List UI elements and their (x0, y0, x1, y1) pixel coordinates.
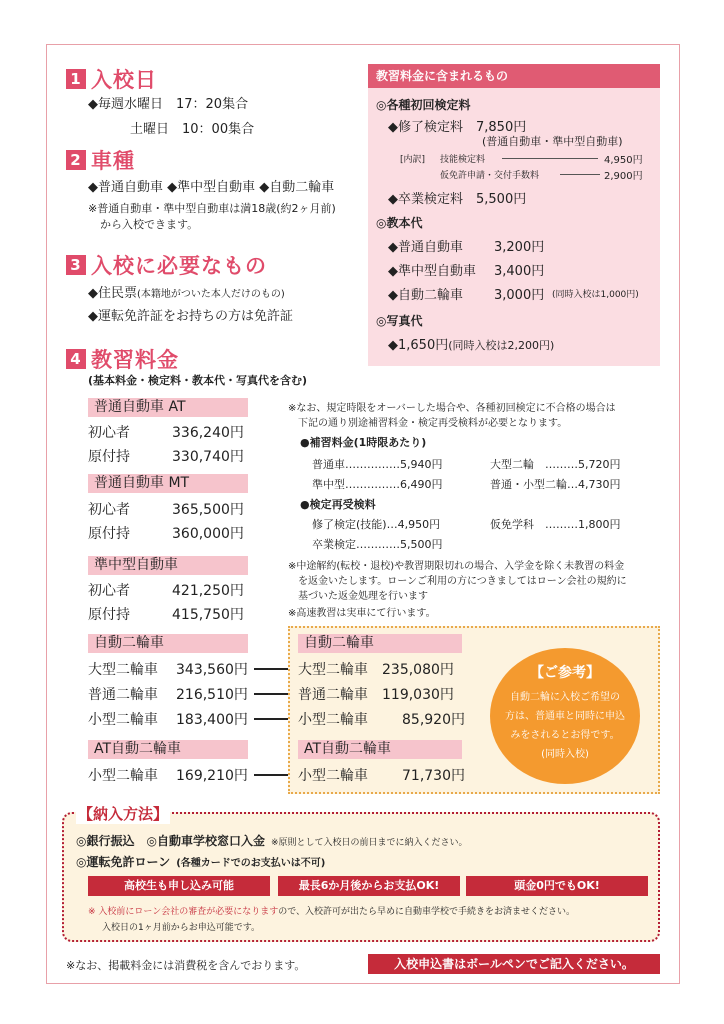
section-2-title (66, 145, 135, 175)
loan-feature-1: 高校生も申し込み可能 (88, 876, 270, 896)
reference-circle (490, 648, 640, 784)
price-label: 普通二輪車 (298, 687, 368, 703)
price-row (88, 422, 244, 442)
section-3-title (66, 250, 267, 280)
price-row (88, 709, 248, 729)
note-line: ※高速教習は実車にて行います。 (288, 608, 436, 619)
reference-line: 方は、普通車と同時に申込 (505, 711, 625, 722)
price-value: 119,030円 (382, 687, 454, 703)
price-label: 大型二輪車 (298, 662, 368, 678)
age-note-2: から入校できます。 (100, 218, 199, 231)
price-value: 85,920円 (402, 712, 465, 728)
price-value: 365,500円 (172, 502, 244, 518)
loan-note: (各種カードでのお支払いは不可) (176, 858, 326, 869)
price-value: 343,560円 (176, 662, 248, 678)
breakdown-label: [内訳] (400, 155, 426, 165)
textbook-3-label: ◆自動二輪車 (388, 288, 463, 303)
reference-line: 自動二輪に入校ご希望の (510, 692, 620, 703)
loan-feature-3: 頭金0円でもOK! (466, 876, 648, 896)
price-label: 原付持 (88, 526, 130, 542)
arrow-right-icon (254, 774, 290, 776)
hosyu-item: 普通車……………5,940円 (312, 458, 443, 471)
saiju-item: 卒業検定…………5,500円 (312, 538, 443, 551)
price-value: 169,210円 (176, 768, 248, 784)
payment-methods: ◎銀行振込 ◎自動車学校窓口入金 (76, 834, 265, 848)
fee-group-photo: ◎写真代 (376, 314, 423, 328)
tax-note: ※なお、掲載料金には消費税を含んでおります。 (66, 959, 306, 972)
age-note-1: ※普通自動車・準中型自動車は満18歳(約2ヶ月前) (88, 202, 336, 215)
price-mt-title: 普通自動車 MT (88, 474, 248, 493)
section-1-title (66, 64, 157, 94)
price-value: 421,250円 (172, 583, 244, 599)
item-note: (本籍地がついた本人だけのもの) (137, 289, 285, 300)
section-number: 3 (66, 255, 86, 275)
price-row (298, 709, 465, 729)
price-moto-title: 自動二輪車 (88, 634, 248, 653)
required-item-1 (88, 282, 285, 301)
schedule-saturday: 土曜日 10：00集合 (130, 122, 255, 137)
schedule-weekday: ◆毎週水曜日 17：20集合 (88, 97, 249, 112)
price-label: 普通二輪車 (88, 687, 158, 703)
section-heading: 車種 (91, 149, 135, 173)
payment-note: ※原則として入校日の前日までに納入ください。 (270, 838, 468, 848)
discount-moto-title: 自動二輪車 (298, 634, 462, 653)
fee-subtitle: (基本料金・検定料・教本代・写真代を含む) (88, 374, 308, 387)
price-label: 原付持 (88, 449, 130, 465)
reference-line: みをされるとお得です。 (510, 730, 620, 741)
price-row (88, 604, 244, 624)
price-value: 360,000円 (172, 526, 244, 542)
payment-line-1 (76, 832, 468, 849)
fee-graduation-exam: ◆卒業検定料 5,500円 (388, 192, 527, 207)
hosyu-item: 普通・小型二輪…4,730円 (490, 478, 621, 491)
price-row (298, 765, 465, 785)
hosyu-title: ●補習料金(1時限あたり) (300, 436, 427, 449)
pen-notice: 入校申込書はボールペンでご記入ください。 (368, 954, 660, 974)
textbook-1-value: 3,200円 (494, 240, 545, 255)
arrow-right-icon (254, 718, 290, 720)
section-heading: 教習料金 (91, 348, 179, 372)
vehicle-types: ◆普通自動車 ◆準中型自動車 ◆自動二輪車 (88, 180, 335, 195)
price-value: 336,240円 (172, 425, 244, 441)
textbook-2-label: ◆準中型自動車 (388, 264, 476, 279)
breakdown-1-label: 技能検定料 (440, 155, 486, 165)
photo-fee-value: ◆1,650円 (388, 338, 449, 353)
price-label: 小型二輪車 (298, 768, 368, 784)
price-label: 初心者 (88, 425, 130, 441)
textbook-2-value: 3,400円 (494, 264, 545, 279)
price-value: 216,510円 (176, 687, 248, 703)
loan-label: ◎運転免許ローン (76, 855, 171, 869)
fee-group-exams: ◎各種初回検定料 (376, 98, 471, 112)
note-line: ※なお、規定時限をオーバーした場合や、各種初回検定に不合格の場合は (288, 403, 616, 414)
fees-included-box (368, 64, 660, 366)
price-jc-title: 準中型自動車 (88, 556, 248, 575)
section-heading: 入校日 (91, 68, 157, 92)
fee-group-textbook: ◎教本代 (376, 216, 423, 230)
saiju-item: 修了検定(技能)…4,950円 (312, 518, 441, 531)
note-line: 下記の通り別途補習料金・検定再受検料が必要となります。 (298, 418, 568, 429)
hosyu-item: 大型二輪 ………5,720円 (490, 458, 621, 471)
note-line: 基づいた返金処理を行います (298, 591, 428, 602)
price-row (88, 523, 244, 543)
section-heading: 入校に必要なもの (91, 254, 267, 278)
loan-caution (88, 904, 575, 917)
discount-atmoto-title: AT自動二輪車 (298, 740, 462, 759)
section-4-title (66, 344, 179, 374)
breakdown-2-value: 2,900円 (604, 171, 643, 182)
price-label: 小型二輪車 (298, 712, 368, 728)
textbook-3-note: (同時入校は1,000円) (552, 290, 639, 300)
section-number: 4 (66, 349, 86, 369)
price-row (298, 659, 454, 679)
price-value: 235,080円 (382, 662, 454, 678)
price-label: 小型二輪車 (88, 768, 158, 784)
payment-line-2 (76, 853, 325, 870)
price-row (88, 765, 248, 785)
divider (560, 174, 600, 175)
saiju-item: 仮免学科 ………1,800円 (490, 518, 621, 531)
price-label: 小型二輪車 (88, 712, 158, 728)
breakdown-2-label: 仮免許申請・交付手数料 (440, 171, 540, 181)
note-line: ※中途解約(転校・退校)や教習期限切れの場合、入学金を除く未教習の料金 (288, 561, 625, 572)
textbook-3-value: 3,000円 (494, 288, 545, 303)
item-label: ◆住民票 (88, 286, 137, 301)
fee-completion-exam: ◆修了検定料 7,850円 (388, 120, 527, 135)
payment-title: 【納入方法】 (78, 805, 169, 823)
price-row (88, 446, 244, 466)
price-label: 原付持 (88, 607, 130, 623)
fee-completion-note: (普通自動車・準中型自動車) (482, 135, 623, 148)
loan-caution-red: ※ 入校前にローン会社の審査が必要になります (88, 907, 279, 917)
price-label: 初心者 (88, 502, 130, 518)
price-value: 183,400円 (176, 712, 248, 728)
price-row (88, 580, 244, 600)
price-row (298, 684, 454, 704)
note-line: を返金いたします。ローンご利用の方につきましてはローン会社の規約に (298, 576, 627, 587)
price-value: 330,740円 (172, 449, 244, 465)
arrow-right-icon (254, 668, 290, 670)
textbook-1-label: ◆普通自動車 (388, 240, 463, 255)
price-at-title: 普通自動車 AT (88, 398, 248, 417)
section-number: 1 (66, 69, 86, 89)
arrow-right-icon (254, 693, 290, 695)
reference-title: 【ご参考】 (530, 665, 600, 681)
fees-included-header: 教習料金に含まれるもの (368, 64, 660, 88)
price-row (88, 684, 248, 704)
section-number: 2 (66, 150, 86, 170)
photo-fee-note: (同時入校は2,200円) (448, 339, 555, 352)
breakdown-1-value: 4,950円 (604, 155, 643, 166)
loan-feature-2: 最長6か月後からお支払OK! (278, 876, 460, 896)
hosyu-item: 準中型……………6,490円 (312, 478, 443, 491)
photo-fee (388, 334, 554, 353)
price-atmoto-title: AT自動二輪車 (88, 740, 248, 759)
price-label: 大型二輪車 (88, 662, 158, 678)
loan-caution-text: ので、入校許可が出たら早めに自動車学校で手続きをお済ませください。 (278, 907, 576, 917)
price-row (88, 659, 248, 679)
saiju-title: ●検定再受検料 (300, 498, 376, 511)
loan-caution-2: 入校日の1ヶ月前からお申込可能です。 (102, 923, 261, 933)
required-item-2: ◆運転免許証をお持ちの方は免許証 (88, 309, 293, 324)
divider (502, 158, 598, 159)
price-row (88, 499, 244, 519)
price-value: 71,730円 (402, 768, 465, 784)
price-label: 初心者 (88, 583, 130, 599)
price-value: 415,750円 (172, 607, 244, 623)
reference-line: (同時入校) (541, 749, 589, 760)
